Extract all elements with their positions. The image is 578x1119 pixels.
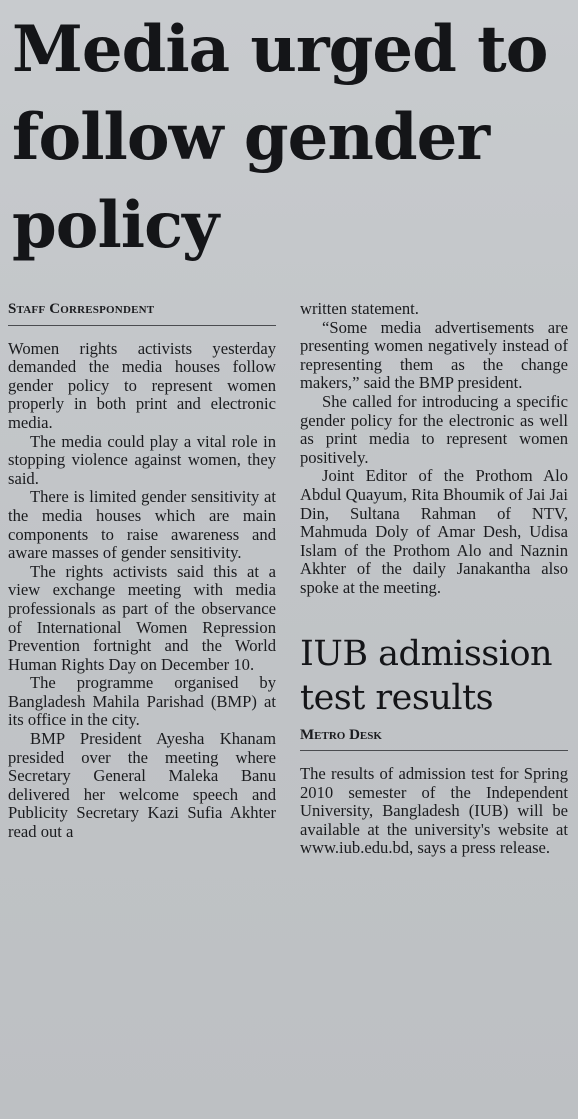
paragraph: written statement.: [300, 299, 419, 318]
byline: Staff Correspondent: [8, 300, 276, 326]
paragraph: “Some media advertisements are presenting women negatively instead of representing them as the change makers,” said the BMP president.: [300, 317, 568, 393]
main-headline: Media urged to follow gender policy: [12, 12, 548, 263]
paragraph: Joint Editor of the Prothom Alo Abdul Quayum, Rita Bhoumik of Jai Jai Din, Sultana Rahman of NTV, Mahmuda Doly of Amar Desh, Udisa Islam of the Prothom Alo and Naznin Akhter of the daily Janakantha also spoke at the meeting.: [300, 466, 568, 597]
paragraph: The programme organised by Bangladesh Mahila Parishad (BMP) at its office in the city.: [8, 673, 276, 730]
paragraph: BMP President Ayesha Khanam presided over the meeting where Secretary General Maleka Banu delivered her welcome speech and Publicity Secretary Kazi Sufia Akhter read out a: [8, 729, 276, 842]
paragraph: Women rights activists yesterday demanded the media houses follow gender policy to represent women properly in both print and electronic media.: [8, 338, 276, 432]
paragraph: There is limited gender sensitivity at the media houses which are main components to raise awareness and aware masses of gender sensitivity.: [8, 487, 276, 563]
paragraph: The media could play a vital role in stopping violence against women, they said.: [8, 431, 276, 488]
secondary-paragraph: The results of admission test for Spring 2010 semester of the Independent University, Bangladesh (IUB) will be available at the university's website at www.iub.edu.bd, says a press release.: [300, 764, 568, 858]
paragraph: She called for introducing a specific gender policy for the electronic as well as print media to represent women positively.: [300, 391, 568, 467]
paragraph: The rights activists said this at a view exchange meeting with media professionals as part of the observance of International Women Repression Prevention fortnight and the World Human Rights Day on December 10.: [8, 561, 276, 674]
secondary-byline: Metro Desk: [300, 726, 568, 752]
article-column-right: [300, 300, 568, 858]
article-column-left: [8, 300, 276, 842]
secondary-headline: IUB admission test results: [300, 633, 553, 718]
